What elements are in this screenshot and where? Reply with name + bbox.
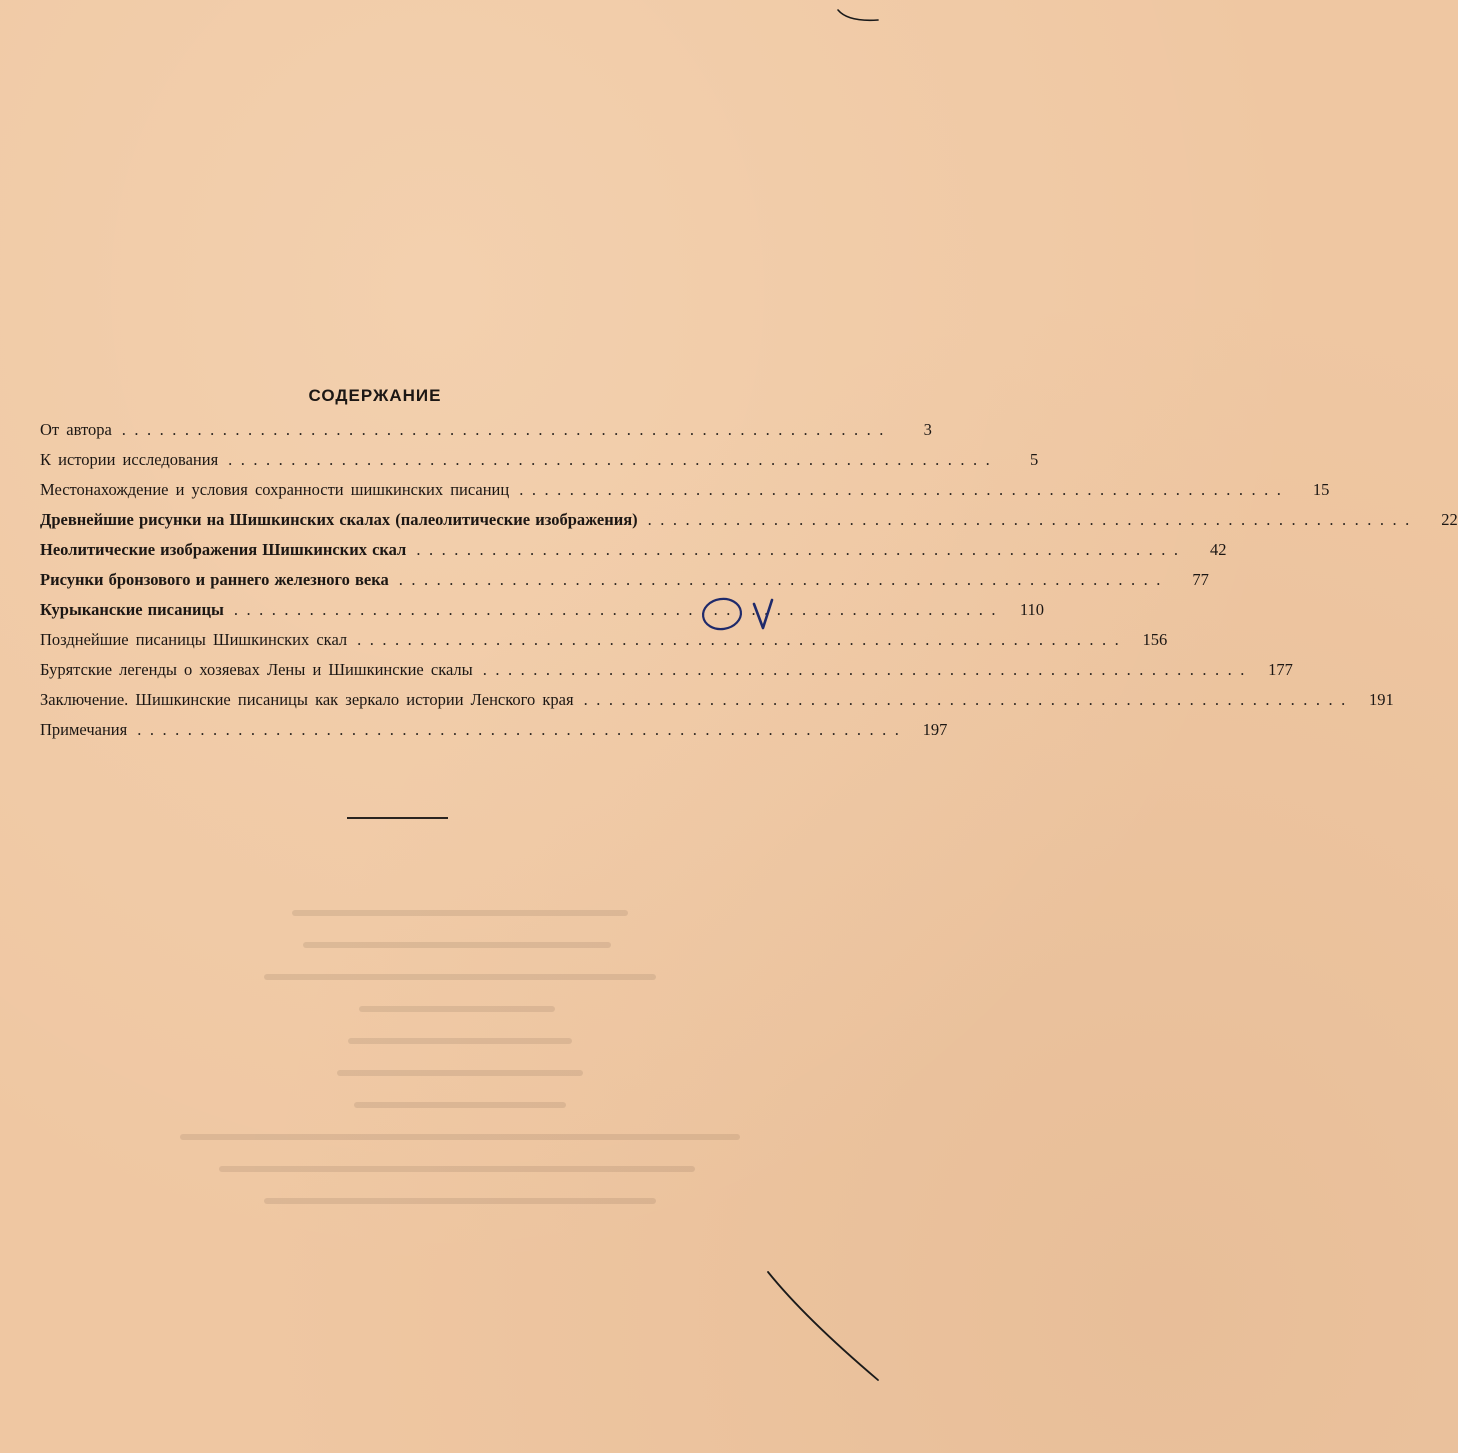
leader-dots: ............................................................. — [482, 660, 1253, 679]
leader-dots: ............................................................. — [647, 510, 1418, 529]
leader-dots: ............................................................. — [398, 570, 1169, 589]
table-of-contents — [40, 420, 1458, 750]
leader-dots: ............................................................. — [357, 630, 1128, 649]
toc-entry-page: 191 — [1368, 690, 1394, 709]
toc-entry-label: Неолитические изображения Шишкинских скал — [40, 540, 407, 559]
toc-entry-page: 77 — [1192, 570, 1209, 589]
leader-dots: ............................................................. — [233, 600, 1004, 619]
toc-entry-page: 197 — [922, 720, 948, 739]
toc-entry-from-author[interactable] — [40, 420, 932, 450]
leader-dots: ............................................................. — [121, 420, 892, 439]
leader-dots: ............................................................. — [416, 540, 1187, 559]
toc-entry-label: Курыканские писаницы — [40, 600, 224, 619]
toc-entry-label: Заключение. Шишкинские писаницы как зеркало истории Ленского края — [40, 690, 574, 709]
toc-entry-label: Древнейшие рисунки на Шишкинских скалах (палеолитические изображения) — [40, 510, 638, 529]
leader-dots: ............................................................. — [228, 450, 999, 469]
toc-entry-location[interactable] — [40, 480, 1330, 510]
toc-entry-page: 3 — [923, 420, 932, 439]
toc-entry-label: Рисунки бронзового и раннего железного века — [40, 570, 389, 589]
bleed-through-text — [180, 910, 740, 1250]
toc-entry-page: 5 — [1030, 450, 1039, 469]
toc-entry-label: Местонахождение и условия сохранности шишкинских писаниц — [40, 480, 510, 499]
contents-heading: СОДЕРЖАНИЕ — [308, 386, 442, 405]
leader-dots: ............................................................. — [519, 480, 1290, 499]
toc-entry-label: Примечания — [40, 720, 128, 739]
toc-entry-page: 15 — [1312, 480, 1330, 499]
toc-entry-kurykan[interactable] — [40, 600, 1044, 630]
corner-stroke-top — [838, 10, 878, 20]
corner-stroke-bottom — [768, 1272, 878, 1380]
toc-entry-page: 177 — [1268, 660, 1293, 679]
toc-entry-bronze-iron[interactable] — [40, 570, 1209, 600]
toc-entry-research-history[interactable] — [40, 450, 1039, 480]
toc-entry-notes[interactable] — [40, 720, 948, 750]
toc-entry-label: Бурятские легенды о хозяевах Лены и Шишкинские скалы — [40, 660, 473, 679]
toc-entry-label: От автора — [40, 420, 112, 439]
toc-entry-page: 156 — [1142, 630, 1168, 649]
section-divider — [347, 817, 448, 819]
toc-entry-neolithic[interactable] — [40, 540, 1227, 570]
toc-entry-page-circled: 110 — [1019, 600, 1044, 619]
leader-dots: ............................................................. — [137, 720, 908, 739]
toc-entry-conclusion[interactable] — [40, 690, 1394, 720]
toc-entry-label: К истории исследования — [40, 450, 219, 469]
toc-entry-page: 22 — [1441, 510, 1458, 529]
leader-dots: ............................................................. — [583, 690, 1354, 709]
toc-entry-buryat-legends[interactable] — [40, 660, 1293, 690]
toc-entry-page: 42 — [1209, 540, 1227, 559]
toc-entry-latest[interactable] — [40, 630, 1168, 660]
toc-entry-label: Позднейшие писаницы Шишкинских скал — [40, 630, 348, 649]
toc-entry-paleolithic[interactable] — [40, 510, 1458, 540]
